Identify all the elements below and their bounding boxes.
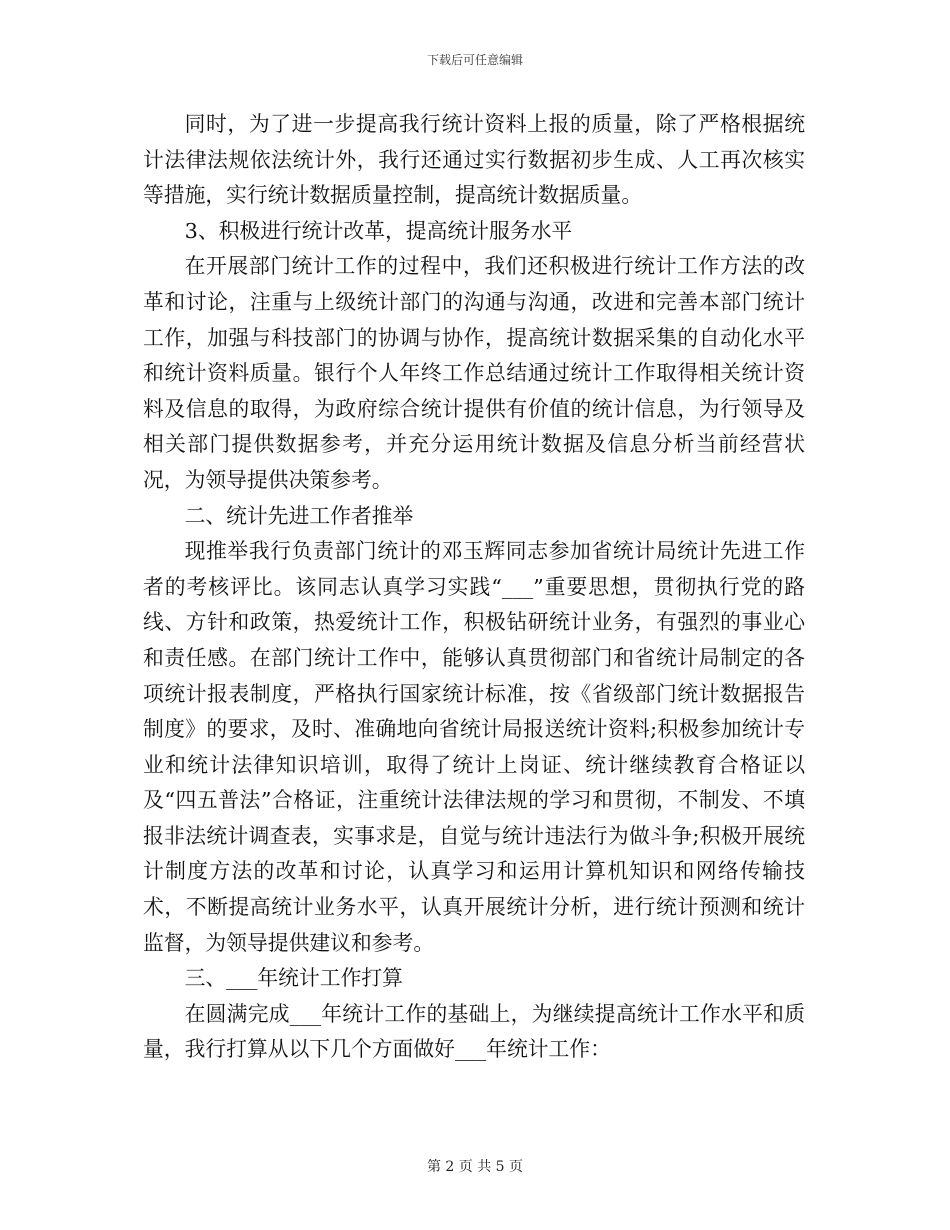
paragraph-data-quality: 同时，为了进一步提高我行统计资料上报的质量，除了严格根据统计法律法规依法统计外，我行还通过实行数据初步生成、人工再次核实等措施，实行统计数据质量控制，提高统计数据质量。 bbox=[143, 112, 805, 208]
document-body bbox=[143, 107, 805, 1068]
heading-work-plan: 三、___年统计工作打算 bbox=[184, 966, 403, 991]
paragraph-statistics-reform: 在开展部门统计工作的过程中，我们还积极进行统计工作方法的改革和讨论，注重与上级统计部门的沟通与沟通，改进和完善本部门统计工作，加强与科技部门的协调与协作，提高统计数据采集的自动化水平和统计资料质量。银行个人年终工作总结通过统计工作取得相关统计资料及信息的取得，为政府综合统计提供有价值的统计信息，为行领导及相关部门提供数据参考，并充分运用统计数据及信息分析当前经营状况，为领导提供决策参考。 bbox=[143, 254, 805, 492]
heading-statistics-reform: 3、积极进行统计改革，提高统计服务水平 bbox=[184, 218, 573, 243]
paragraph-work-plan: 在圆满完成___年统计工作的基础上，为继续提高统计工作水平和质量，我行打算从以下几个方面做好___年统计工作： bbox=[143, 1001, 805, 1062]
paragraph-advanced-worker: 现推举我行负责部门统计的邓玉辉同志参加省统计局统计先进工作者的考核评比。该同志认真学习实践“___”重要思想，贯彻执行党的路线、方针和政策，热爱统计工作，积极钻研统计业务，有强烈的事业心和责任感。在部门统计工作中，能够认真贯彻部门和省统计局制定的各项统计报表制度，严格执行国家统计标准，按《省级部门统计数据报告制度》的要求，及时、准确地向省统计局报送统计资料;积极参加统计专业和统计法律知识培训，取得了统计上岗证、统计继续教育合格证以及“四五普法”合格证，注重统计法律法规的学习和贯彻，不制发、不填报非法统计调查表，实事求是，自觉与统计违法行为做斗争;积极开展统计制度方法的改革和讨论，认真学习和运用计算机知识和网络传输技术，不断提高统计业务水平，认真开展统计分析，进行统计预测和统计监督，为领导提供建议和参考。 bbox=[143, 539, 805, 955]
page-header: 下载后可任意编辑 bbox=[426, 53, 523, 67]
page-footer: 第 2 页 共 5 页 bbox=[426, 1159, 524, 1175]
heading-advanced-worker: 二、统计先进工作者推举 bbox=[184, 503, 414, 528]
